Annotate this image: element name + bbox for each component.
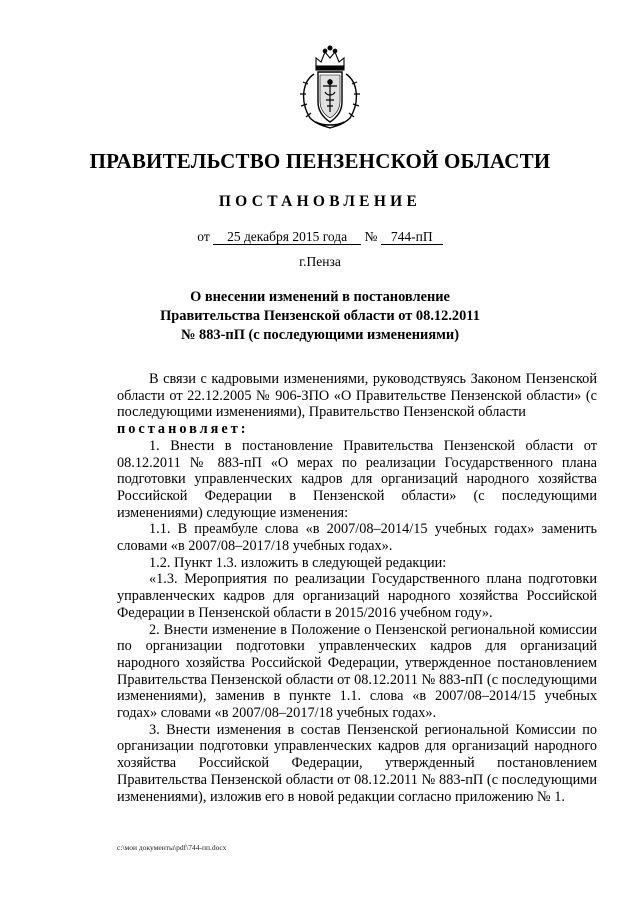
- number-prefix: №: [364, 229, 378, 244]
- document-subject: [0, 288, 640, 345]
- document-body: [117, 371, 597, 805]
- resolves-word: постановляет:: [117, 421, 249, 438]
- subject-line: О внесении изменений в постановление: [190, 289, 450, 305]
- date-number-line: [0, 229, 640, 245]
- subject-line: Правительства Пензенской области от 08.12.2011: [160, 308, 480, 324]
- issuing-authority: ПРАВИТЕЛЬСТВО ПЕНЗЕНСКОЙ ОБЛАСТИ: [89, 149, 551, 173]
- paragraph-1-1: 1.1. В преамбуле слова «в 2007/08–2014/15 учебных годах» заменить словами «в 2007/08–2017/18 учебных годах».: [117, 521, 597, 555]
- paragraph-1: 1. Внести в постановление Правительства Пензенской области от 08.12.2011 № 883-пП «О мерах по реализации Государственного плана подготовки управленческих кадров для организаций народного хозяйства Российской Федерации в Пензенской области» (с последующими изменениями) следующие изменения:: [117, 437, 597, 521]
- paragraph-2: 2. Внести изменение в Положение о Пензенской региональной комиссии по организации подготовки управленческих кадров для организаций народного хозяйства Российской Федерации, утвержденное постановлением Правительства Пензенской области от 08.12.2011 № 883-пП (с последующими изменениями), заменив в пункте 1.1. слова «в 2007/08–2014/15 учебных годах» словами «в 2007/08–2017/18 учебных годах».: [117, 621, 597, 722]
- preamble-paragraph: [117, 371, 597, 421]
- city: г.Пенза: [299, 254, 341, 269]
- date-value: 25 декабря 2015 года: [213, 229, 361, 245]
- paragraph-3: 3. Внести изменения в состав Пензенской региональной Комиссии по организации подготовки управленческих кадров для организаций народного хозяйства Российской Федерации, утвержденный постановлением Правительства Пензенской области от 08.12.2011 № 883-пП (с последующими изменениями), изложив его в новой редакции согласно приложению № 1.: [117, 721, 597, 805]
- document-type: ПОСТАНОВЛЕНИЕ: [218, 193, 422, 210]
- subject-line: № 883-пП (с последующими изменениями): [180, 327, 460, 343]
- coat-of-arms-emblem: [294, 44, 366, 130]
- preamble-text: В связи с кадровыми изменениями, руководствуясь Законом Пензенской области от 22.12.2005 № 906-ЗПО «О Правительстве Пензенской области» (с последующими изменениями), Правительство Пензенской области: [117, 371, 597, 421]
- paragraph-1-2-quote: «1.3. Мероприятия по реализации Государственного плана подготовки управленческих кадров для организаций народного хозяйства Российской Федерации в Пензенской области в 2015/2016 учебном году».: [117, 571, 597, 621]
- paragraph-1-2: 1.2. Пункт 1.3. изложить в следующей редакции:: [149, 554, 447, 571]
- number-value: 744-пП: [381, 229, 443, 245]
- file-path-footer: c:\мои документы\pdf\744-пп.docx: [117, 843, 227, 852]
- date-prefix: от: [197, 229, 210, 244]
- resolves-paragraph: [117, 421, 597, 438]
